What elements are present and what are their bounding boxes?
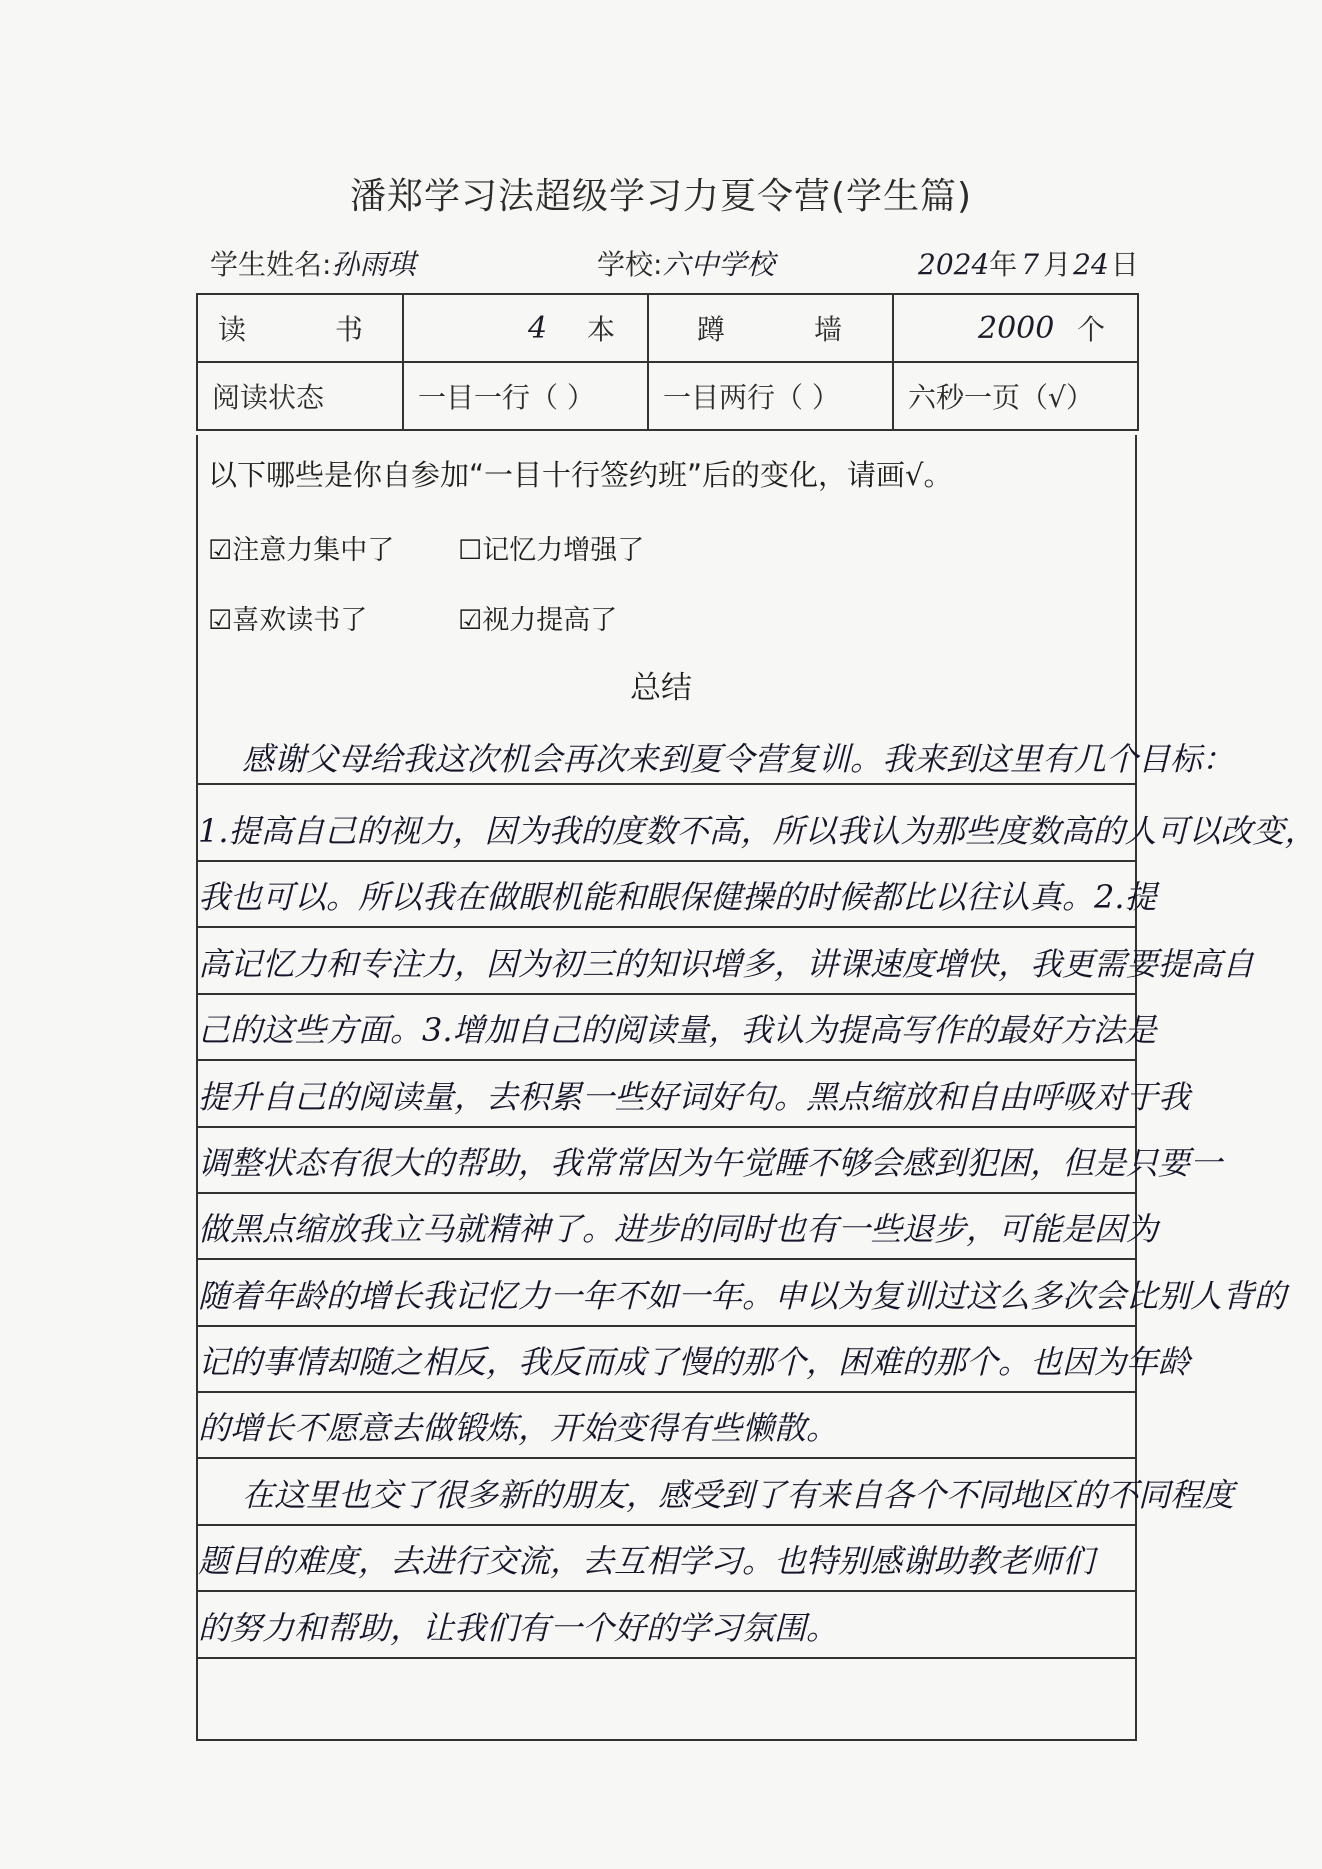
state-option-six-seconds: 六秒一页（√）: [893, 362, 1138, 430]
summary-line: 在这里也交了很多新的朋友，感受到了有来自各个不同地区的不同程度: [242, 1476, 1235, 1514]
date-month-suffix: 月: [1043, 248, 1072, 281]
ruled-line: [196, 1325, 1137, 1327]
school-value: 六中学校: [662, 248, 775, 281]
ruled-line: [196, 1258, 1137, 1260]
changes-question: 以下哪些是你自参加“一目十行签约班”后的变化，请画√。: [208, 458, 953, 492]
school-label: 学校:: [597, 248, 663, 281]
ruled-line: [196, 1126, 1137, 1128]
date-year: 2024: [918, 248, 990, 281]
page-title: 潘郑学习法超级学习力夏令营(学生篇): [349, 176, 973, 217]
ruled-line: [196, 1059, 1137, 1061]
option-vision: ☑视力提高了: [458, 605, 618, 636]
date-month: 7: [1021, 248, 1040, 281]
stats-table: [196, 293, 1139, 431]
wall-label: 蹲 墙: [648, 294, 893, 362]
ruled-line: [196, 1192, 1137, 1194]
date-year-suffix: 年: [989, 248, 1018, 281]
summary-line: 随着年龄的增长我记忆力一年不如一年。申以为复训过这么多次会比别人背的: [198, 1277, 1287, 1315]
read-unit: 本: [586, 313, 615, 346]
ruled-line: [196, 860, 1137, 862]
summary-line: 的努力和帮助，让我们有一个好的学习氛围。: [198, 1609, 839, 1647]
date-day: 24: [1073, 248, 1109, 281]
student-name-value: 孙雨琪: [331, 248, 416, 281]
ruled-line: [196, 1457, 1137, 1459]
ruled-line: [196, 1524, 1137, 1526]
state-option-one-line: 一目一行（ ）: [403, 362, 648, 430]
school-field: [597, 243, 774, 283]
summary-line: 的增长不愿意去做锻炼，开始变得有些懒散。: [198, 1409, 839, 1447]
summary-line: 调整状态有很大的帮助，我常常因为午觉睡不够会感到犯困，但是只要一: [198, 1144, 1223, 1182]
ruled-line: [196, 1391, 1137, 1393]
wall-value: 2000: [978, 310, 1055, 346]
stats-row-state: [197, 362, 1138, 430]
summary-line: 题目的难度，去进行交流，去互相学习。也特别感谢助教老师们: [198, 1542, 1095, 1580]
option-attention: ☑注意力集中了: [208, 535, 395, 566]
ruled-line: [196, 1590, 1137, 1592]
read-cell: [403, 294, 648, 362]
student-name-label: 学生姓名:: [210, 248, 332, 281]
option-reading: ☑喜欢读书了: [208, 605, 368, 636]
stats-row-counts: [197, 294, 1138, 362]
wall-cell: [893, 294, 1138, 362]
date-field: [918, 243, 1139, 283]
summary-line: 1.提高自己的视力，因为我的度数不高，所以我认为那些度数高的人可以改变，: [198, 812, 1317, 850]
summary-title: 总结: [630, 670, 692, 706]
state-option-two-lines: 一目两行（ ）: [648, 362, 893, 430]
summary-line: 记的事情却随之相反，我反而成了慢的那个，困难的那个。也因为年龄: [198, 1343, 1191, 1381]
summary-line: 提升自己的阅读量，去积累一些好词好句。黑点缩放和自由呼吸对于我: [198, 1078, 1191, 1116]
summary-line: 高记忆力和专注力，因为初三的知识增多，讲课速度增快，我更需要提高自: [198, 945, 1255, 983]
date-day-suffix: 日: [1110, 248, 1139, 281]
read-label: 读 书: [197, 294, 403, 362]
summary-line: 感谢父母给我这次机会再次来到夏令营复训。我来到这里有几个目标：: [242, 740, 1235, 778]
read-value: 4: [528, 310, 548, 346]
option-memory: ☐记忆力增强了: [458, 535, 645, 566]
state-label: 阅读状态: [197, 362, 403, 430]
ruled-line: [196, 1657, 1137, 1659]
summary-line: 我也可以。所以我在做眼机能和眼保健操的时候都比以往认真。2.提: [198, 878, 1157, 916]
ruled-line: [196, 993, 1137, 995]
ruled-line: [196, 926, 1137, 928]
summary-line: 己的这些方面。3.增加自己的阅读量，我认为提高写作的最好方法是: [198, 1011, 1157, 1049]
student-name-field: [210, 243, 415, 283]
summary-line: 做黑点缩放我立马就精神了。进步的同时也有一些退步，可能是因为: [198, 1210, 1159, 1248]
wall-unit: 个: [1076, 313, 1105, 346]
